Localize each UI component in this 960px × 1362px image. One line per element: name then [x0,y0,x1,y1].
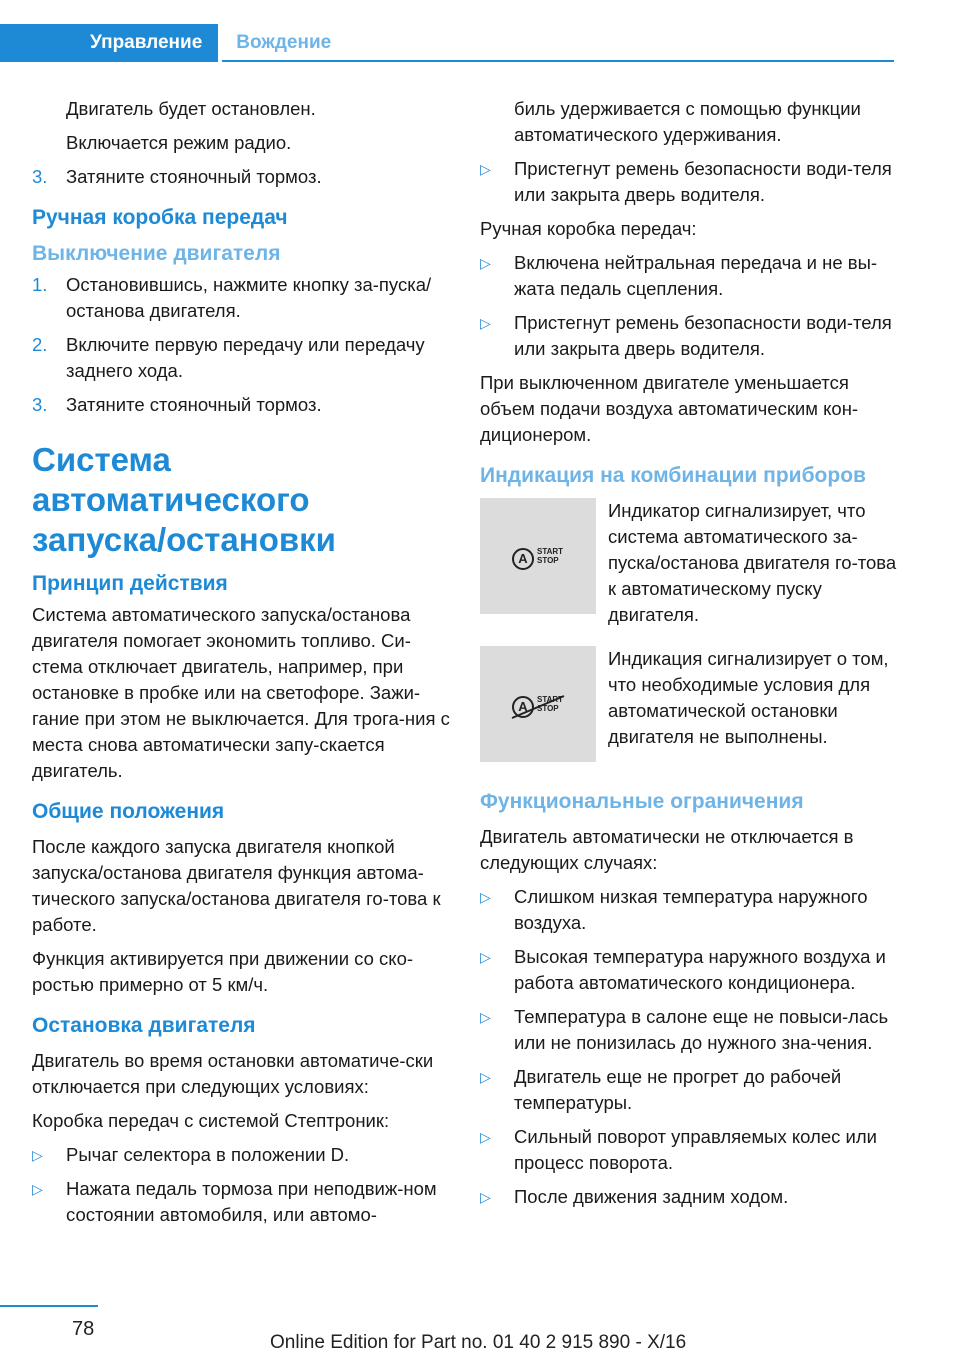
step-text: Включите первую передачу или передачу заднего хода. [66,334,425,381]
bullet-text: Пристегнут ремень безопасности води-теля или закрыта дверь водителя. [514,158,892,205]
heading-engine-stop: Остановка двигателя [32,1014,256,1037]
list-item [480,1064,900,1116]
general-text-1: После каждого запуска двигателя кнопкой запуска/останова двигателя функция автома-тического запуска/останова двигателя го-това к работе. [32,836,441,935]
heading-general: Общие положения [32,800,225,823]
list-item [32,272,452,324]
bullet-text: Слишком низкая температура наружного воздуха. [514,886,868,933]
list-item [480,156,900,208]
list-item [480,944,900,996]
heading-limitations: Функциональные ограничения [480,790,804,813]
auto-start-stop-off-icon [480,646,596,762]
bullet-text: Двигатель еще не прогрет до рабочей температуры. [514,1066,842,1113]
indicator-row-ready [480,498,900,628]
list-item [480,250,900,302]
step-number: 2. [32,334,48,355]
header-tabs [0,24,349,62]
heading-principle: Принцип действия [32,572,228,595]
list-item [480,1124,900,1176]
header-rule [222,60,894,62]
footer-rule [0,1305,98,1307]
list-item [32,392,452,418]
bullet-text: Высокая температура наружного воздуха и работа автоматического кондиционера. [514,946,886,993]
stop-text-1: Двигатель во время остановки автоматиче-ски отключается при следующих условиях: [32,1050,434,1097]
section-title: Система автоматического запуска/остановки [32,441,336,558]
triangle-right-icon: ▷ [480,161,491,177]
principle-text: Система автоматического запуска/останова двигателя помогает экономить топливо. Си-стема отключает двигатель, например, при остановке в пробке или на светофоре. Зажи-гание при этом не выключается. Для трога-ния с места снова автоматически запу-скается двигатель. [32,604,450,781]
step-text: Затяните стояночный тормоз. [66,394,322,415]
bullet-text: Температура в салоне еще не повыси-лась или не понизилась до нужного зна-чения. [514,1006,889,1053]
indicator-row-unavailable [480,646,900,762]
indicator-text-ready: Индикатор сигнализирует, что система автоматического за-пуска/останова двигателя го-това к автоматическому пуску двигателя. [608,500,897,625]
intro-line-1: Двигатель будет остановлен. [66,98,316,119]
list-item [32,332,452,384]
climate-note: При выключенном двигателе уменьшается объем подачи воздуха автоматическим кон-диционером. [480,372,859,445]
tab-control[interactable]: Управление [0,24,218,62]
list-item [480,310,900,362]
bullet-text: Сильный поворот управляемых колес или процесс поворота. [514,1126,877,1173]
triangle-right-icon: ▷ [32,1147,43,1163]
list-item [32,1176,452,1228]
heading-engine-off: Выключение двигателя [32,242,281,265]
general-text-2: Функция активируется при движении со ско-ростью примерно от 5 км/ч. [32,948,414,995]
list-item [32,164,452,190]
page-number: 78 [72,1318,95,1340]
bullet-text: Рычаг селектора в положении D. [66,1144,350,1165]
limitations-intro: Двигатель автоматически не отключается в следующих случаях: [480,826,854,873]
start-stop-label: START STOP [537,695,564,713]
bullet-text: Пристегнут ремень безопасности води-теля или закрыта дверь водителя. [514,312,892,359]
intro-line-2: Включается режим радио. [66,132,292,153]
step-text: Затяните стояночный тормоз. [66,166,322,187]
bullet-text: После движения задним ходом. [514,1186,789,1207]
list-item [480,1184,900,1210]
triangle-right-icon: ▷ [480,255,491,271]
triangle-right-icon: ▷ [480,889,491,905]
step-text: Остановившись, нажмите кнопку за-пуска/останова двигателя. [66,274,432,321]
heading-manual-gearbox: Ручная коробка передач [32,206,288,229]
continued-text: биль удерживается с помощью функции автоматического удерживания. [514,98,861,145]
list-item [480,1004,900,1056]
a-circle-icon: A [512,696,534,718]
bullet-text: Нажата педаль тормоза при неподвиж-ном состоянии автомобиля, или автомо- [66,1178,437,1225]
triangle-right-icon: ▷ [480,1189,491,1205]
triangle-right-icon: ▷ [480,949,491,965]
step-number: 1. [32,274,48,295]
auto-start-stop-icon [480,498,596,614]
right-column [480,96,900,1218]
triangle-right-icon: ▷ [480,1009,491,1025]
step-number: 3. [32,394,48,415]
start-stop-label: START STOP [537,547,564,565]
indicator-text-unavailable: Индикация сигнализирует о том, что необходимые условия для автоматической остановки двигателя не выполнены. [608,648,889,747]
triangle-right-icon: ▷ [480,315,491,331]
tab-driving[interactable]: Вождение [236,32,332,53]
step-number: 3. [32,166,48,187]
triangle-right-icon: ▷ [480,1129,491,1145]
list-item [480,884,900,936]
a-circle-icon: A [512,548,534,570]
manual-label: Ручная коробка передач: [480,218,697,239]
triangle-right-icon: ▷ [32,1181,43,1197]
strike-through-icon [510,694,566,720]
edition-line: Online Edition for Part no. 01 40 2 915 890 - X/16 [270,1332,687,1353]
heading-indication: Индикация на комбинации приборов [480,464,866,487]
triangle-right-icon: ▷ [480,1069,491,1085]
bullet-text: Включена нейтральная передача и не вы-жата педаль сцепления. [514,252,878,299]
stop-text-2: Коробка передач с системой Стептроник: [32,1110,390,1131]
left-column [32,96,452,1236]
list-item [32,1142,452,1168]
